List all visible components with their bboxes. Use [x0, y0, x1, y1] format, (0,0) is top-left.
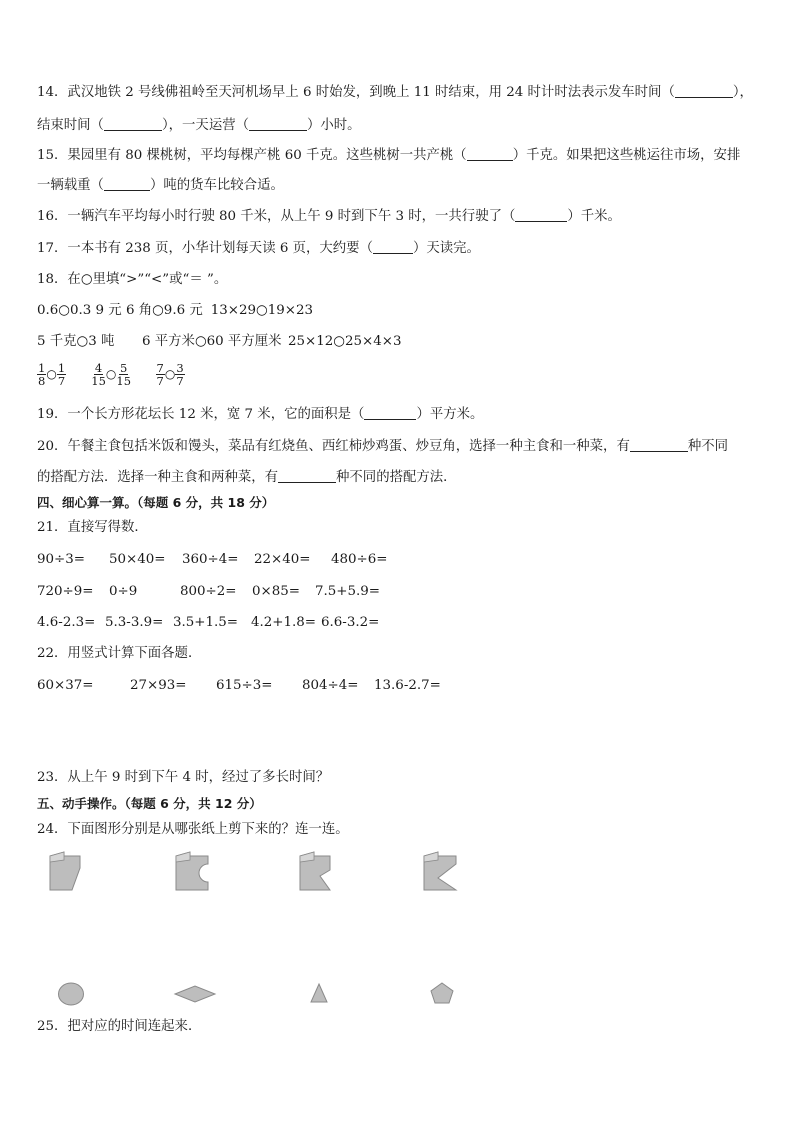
answer-blank[interactable] — [249, 116, 307, 131]
calc-item[interactable]: 50×40= — [109, 552, 166, 567]
answer-blank[interactable] — [278, 468, 336, 483]
cut-paper-3-icon[interactable] — [298, 850, 334, 894]
q14-line1: 14．武汉地铁 2 号线佛祖岭至天河机场早上 6 时始发，到晚上 11 时结束，用 24 时计时法表示发车时间（ ）， — [37, 85, 753, 100]
q20-line1: 20．午餐主食包括米饭和馒头，菜品有红烧鱼、西红柿炒鸡蛋、炒豆角，选择一种主食和一种菜，有 种不同 — [37, 439, 729, 454]
cut-paper-4-icon[interactable] — [422, 850, 458, 894]
calc-item[interactable]: 4.6-2.3= — [37, 615, 96, 630]
compare-item[interactable]: 5 千克○3 吨 — [37, 334, 115, 349]
q18-row2 — [37, 333, 402, 351]
compare-item[interactable]: 13×29○19×23 — [210, 303, 314, 318]
calc-item[interactable]: 7.5+5.9= — [315, 584, 381, 599]
cut-paper-2-icon[interactable] — [174, 850, 210, 894]
q16-line: 16．一辆汽车平均每小时行驶 80 千米，从上午 9 时到下午 3 时，一共行驶了（ ）千米。 — [37, 209, 621, 224]
q18-row1 — [37, 302, 313, 320]
calc-item[interactable]: 804÷4= — [302, 678, 359, 693]
answer-blank[interactable] — [373, 239, 413, 254]
calc-item[interactable]: 3.5+1.5= — [173, 615, 239, 630]
section-5-heading: 五、动手操作。（每题 6 分，共 12 分） — [37, 796, 262, 811]
answer-blank[interactable] — [104, 116, 162, 131]
calc-item[interactable]: 0×85= — [252, 584, 300, 599]
fraction-compare[interactable]: $\frac{7}{7}$ ○ $\frac{3}{7}$ — [156, 361, 184, 388]
fraction-compare[interactable]: $\frac{1}{8}$ ○ $\frac{1}{7}$ — [38, 361, 66, 388]
calc-item[interactable]: 4.2+1.8= — [251, 615, 317, 630]
circle-icon[interactable] — [56, 980, 86, 1008]
fraction: $\frac{7}{7}$ — [156, 361, 164, 388]
q19-line: 19．一个长方形花坛长 12 米，宽 7 米，它的面积是（ ）平方米。 — [37, 407, 484, 422]
q14-line2: 结束时间（ ），一天运营（ ）小时。 — [37, 118, 361, 133]
rhombus-icon[interactable] — [173, 984, 217, 1004]
q21-row2 — [37, 583, 380, 601]
q23-line: 23．从上午 9 时到下午 4 时，经过了多长时间？ — [37, 770, 330, 785]
calc-item[interactable]: 800÷2= — [180, 584, 237, 599]
q22-row — [37, 677, 441, 695]
section-4-heading: 四、细心算一算。（每题 6 分，共 18 分） — [37, 495, 275, 510]
calc-item[interactable]: 6.6-3.2= — [321, 615, 380, 630]
answer-blank[interactable] — [467, 146, 513, 161]
q22-title: 22．用竖式计算下面各题． — [37, 646, 202, 661]
q25-title: 25．把对应的时间连起来． — [37, 1019, 202, 1034]
fraction: $\frac{1}{7}$ — [57, 361, 66, 388]
q24-title: 24．下面图形分别是从哪张纸上剪下来的？连一连。 — [37, 822, 349, 837]
q21-title: 21．直接写得数． — [37, 520, 148, 535]
calc-item[interactable]: 27×93= — [130, 678, 187, 693]
calc-item[interactable]: 13.6-2.7= — [374, 678, 441, 693]
answer-blank[interactable] — [364, 405, 416, 420]
q15-line2: 一辆载重（ ）吨的货车比较合适。 — [37, 178, 284, 193]
fraction: $\frac{1}{8}$ — [38, 361, 46, 388]
pentagon-icon[interactable] — [428, 981, 456, 1005]
q21-row1 — [37, 551, 388, 569]
q18-row3-fractions — [37, 362, 185, 387]
calc-item[interactable]: 720÷9= — [37, 584, 94, 599]
answer-blank[interactable] — [104, 176, 150, 191]
fraction: $\frac{5}{15}$ — [116, 361, 132, 388]
q18-title: 18．在○里填“>”“<”或“＝ ”。 — [37, 272, 228, 287]
calc-item[interactable]: 0÷9 — [109, 584, 138, 599]
calc-item[interactable]: 480÷6= — [331, 552, 388, 567]
fraction: $\frac{4}{15}$ — [91, 361, 106, 388]
fraction-compare[interactable]: $\frac{4}{15}$ ○ $\frac{5}{15}$ — [91, 361, 132, 388]
q15-line1: 15．果园里有 80 棵桃树，平均每棵产桃 60 千克。这些桃树一共产桃（ ）千克。如果把这些桃运往市场，安排 — [37, 148, 741, 163]
calc-item[interactable]: 615÷3= — [216, 678, 273, 693]
cut-paper-1-icon[interactable] — [48, 850, 82, 894]
calc-item[interactable]: 5.3-3.9= — [105, 615, 164, 630]
compare-item[interactable]: 0.6○0.3 9 元 6 角○9.6 元 — [37, 303, 203, 318]
q17-line: 17．一本书有 238 页，小华计划每天读 6 页，大约要（ ）天读完。 — [37, 241, 480, 256]
calc-item[interactable]: 90÷3= — [37, 552, 85, 567]
q21-row3 — [37, 614, 379, 632]
calc-item[interactable]: 60×37= — [37, 678, 94, 693]
calc-item[interactable]: 360÷4= — [182, 552, 239, 567]
q20-line2: 的搭配方法．选择一种主食和两种菜，有 种不同的搭配方法． — [37, 470, 457, 485]
compare-item[interactable]: 6 平方米○60 平方厘米 — [142, 334, 282, 349]
compare-item[interactable]: 25×12○25×4×3 — [288, 334, 402, 349]
answer-blank[interactable] — [515, 207, 567, 222]
triangle-icon[interactable] — [308, 982, 330, 1004]
fraction: $\frac{3}{7}$ — [176, 361, 184, 388]
answer-blank[interactable] — [630, 437, 688, 452]
answer-blank[interactable] — [675, 83, 733, 98]
calc-item[interactable]: 22×40= — [254, 552, 311, 567]
